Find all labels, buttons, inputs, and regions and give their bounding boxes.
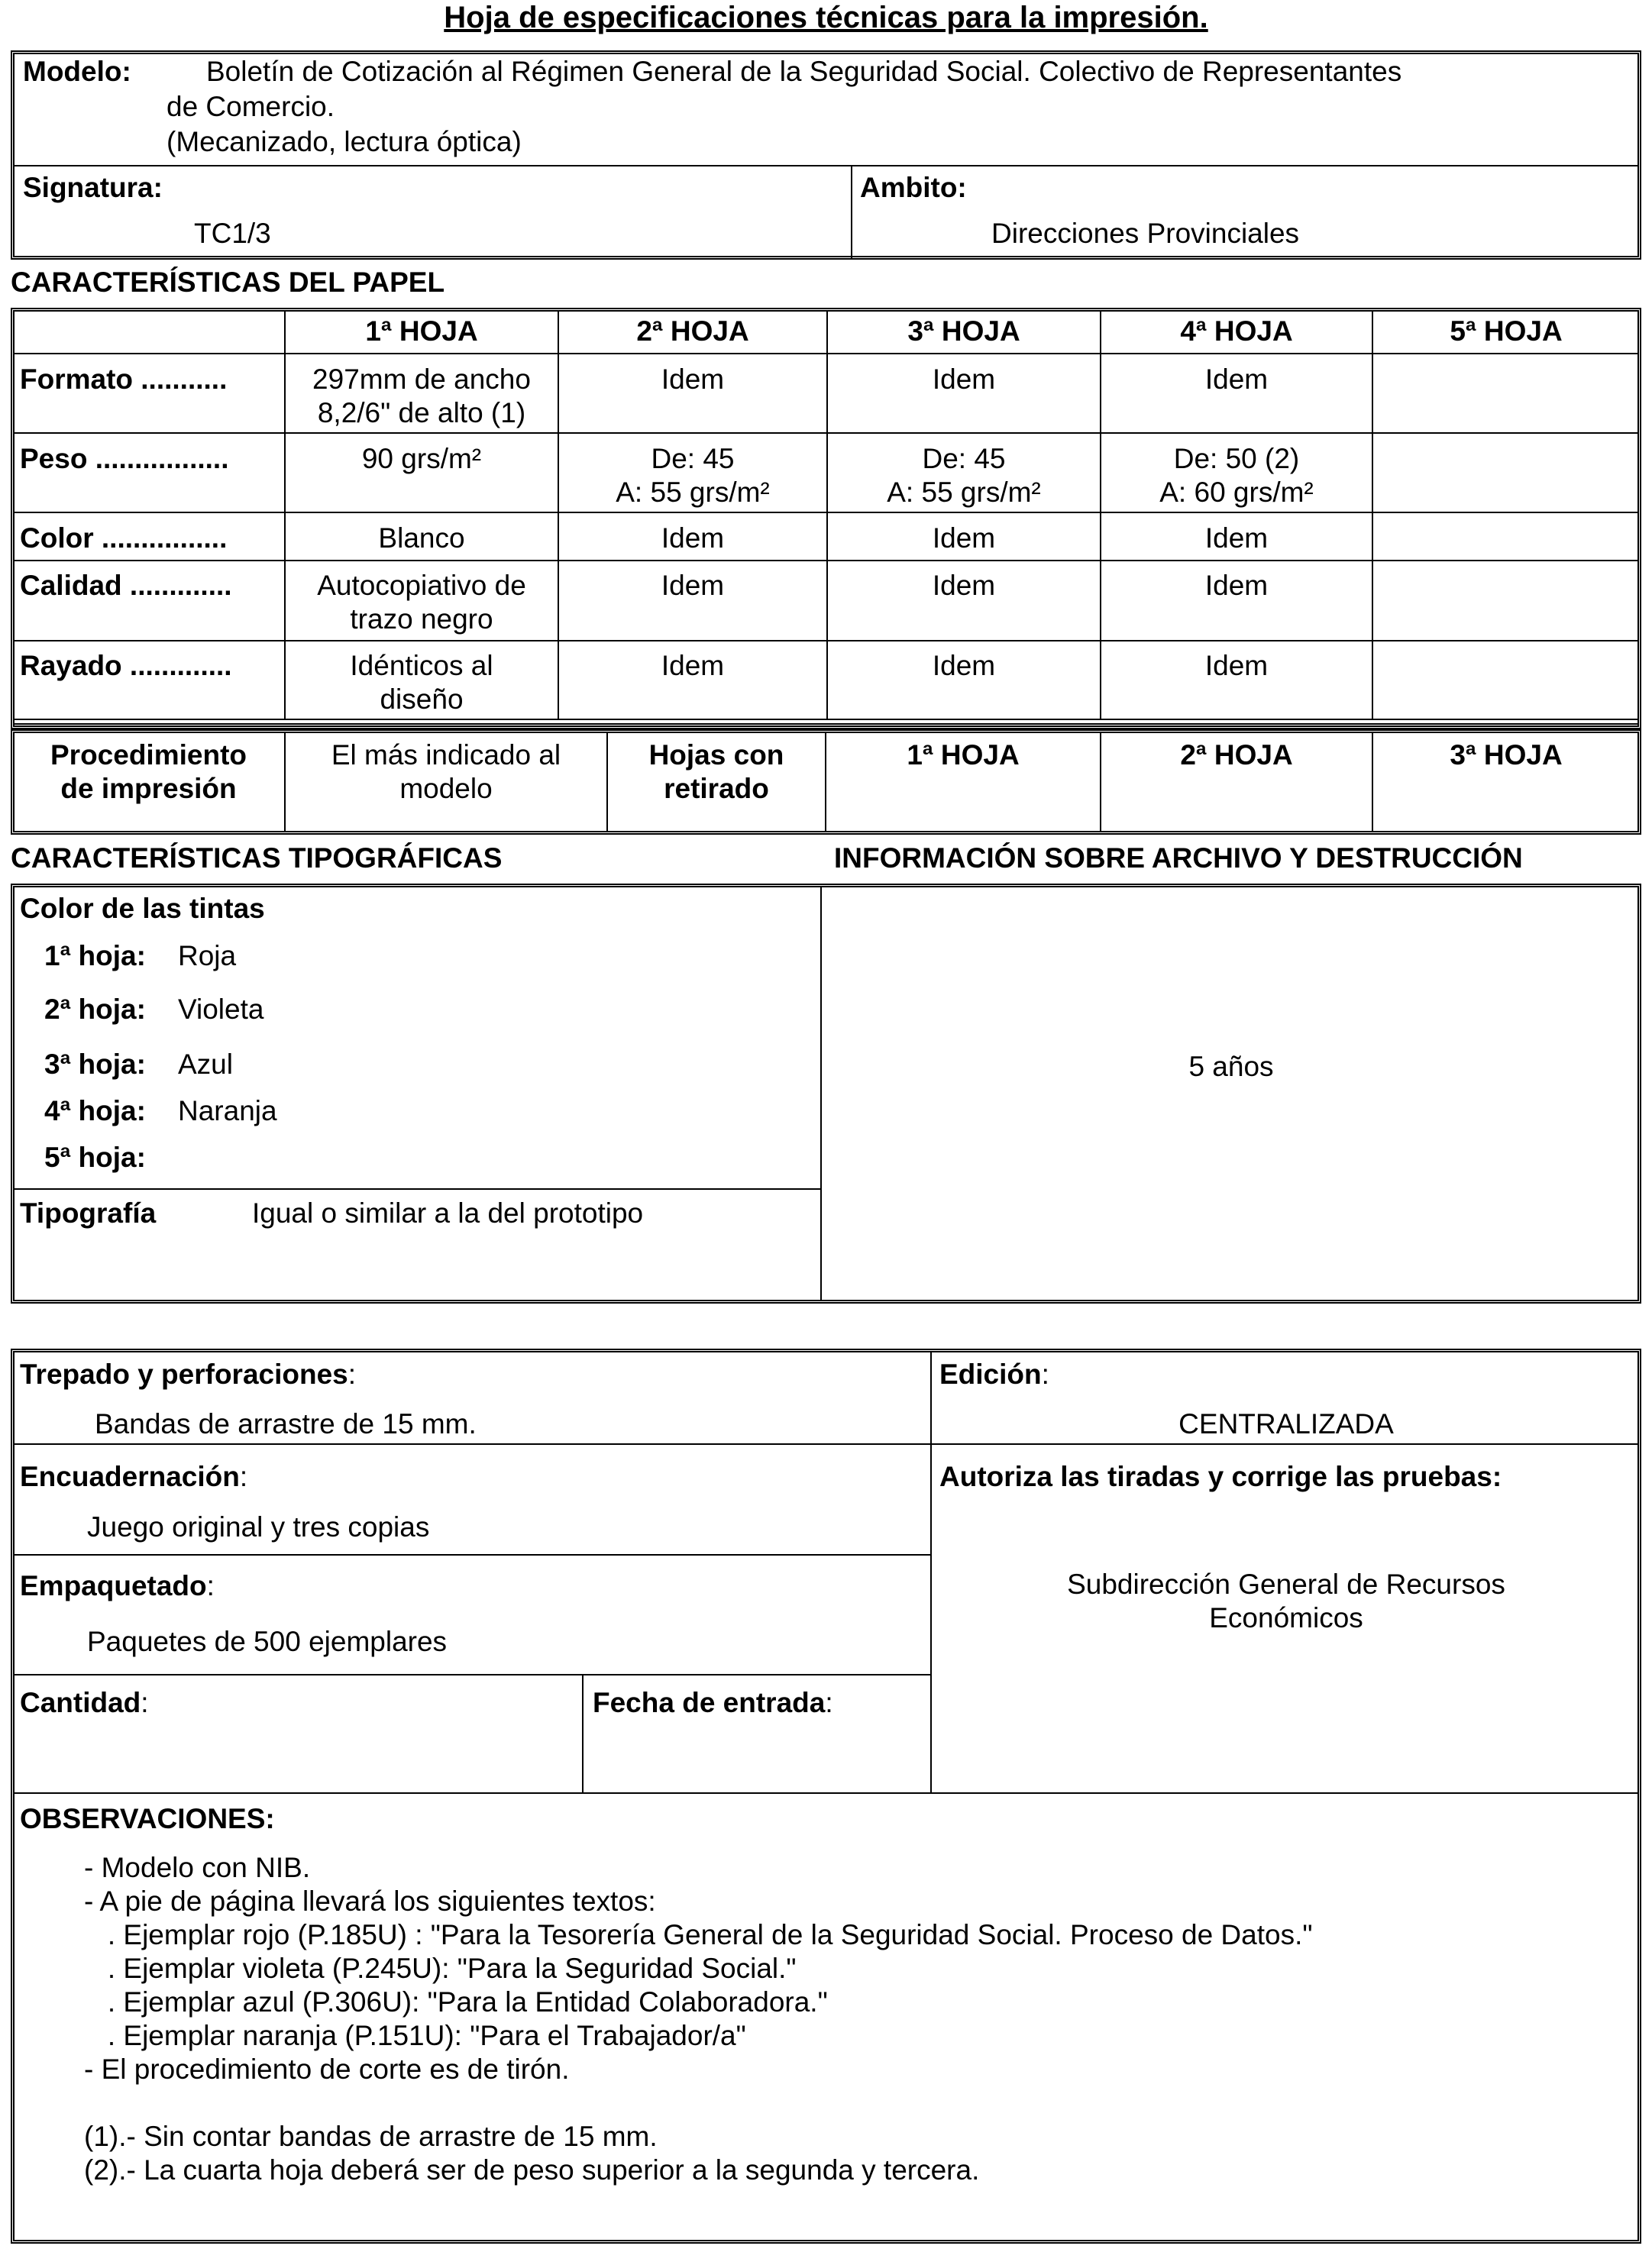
observaciones-line: - Modelo con NIB. [84, 1852, 311, 1883]
edicion-label: Edición: [939, 1359, 1049, 1390]
ambito-value: Direcciones Provinciales [991, 218, 1300, 249]
table-cell: Idem [661, 522, 725, 554]
typography-box [11, 884, 1641, 1304]
empaquetado-label: Empaquetado: [20, 1570, 215, 1601]
encuadernacion-label-text: Encuadernación [20, 1461, 240, 1492]
ink-value: Roja [178, 940, 237, 971]
cantidad-label: Cantidad: [20, 1687, 149, 1718]
ink-label: 5ª hoja: [44, 1142, 146, 1173]
autoriza-value: Subdirección General de Recursos Económicos [1067, 1569, 1505, 1633]
encuadernacion-label: Encuadernación: [20, 1461, 248, 1492]
retirado-col: 1ª HOJA [907, 739, 1020, 771]
observaciones-line: - El procedimiento de corte es de tirón. [84, 2054, 570, 2085]
trepado-value: Bandas de arrastre de 15 mm. [95, 1408, 477, 1440]
observaciones-line: - A pie de página llevará los siguientes textos: [84, 1885, 656, 1917]
table-cell: De: 45 A: 55 grs/m² [887, 443, 1041, 508]
archive-value: 5 años [1188, 1051, 1274, 1082]
observaciones-line: (2).- La cuarta hoja deberá ser de peso superior a la segunda y tercera. [84, 2154, 980, 2186]
table-cell: Idem [932, 650, 996, 681]
table-cell: Idem [932, 364, 996, 395]
table-cell: 297mm de ancho 8,2/6" de alto (1) [312, 364, 531, 428]
table-cell: Idem [1204, 364, 1269, 395]
row-label-formato: Formato ........... [20, 364, 228, 395]
observaciones-line: . Ejemplar rojo (P.185U) : "Para la Tesorería General de la Seguridad Social. Proceso de Datos." [84, 1919, 1313, 1950]
trepado-label: Trepado y perforaciones: [20, 1359, 357, 1390]
table-cell: Autocopiativo de trazo negro [317, 570, 526, 635]
fecha-label: Fecha de entrada: [593, 1687, 833, 1718]
table-cell: Blanco [378, 522, 465, 554]
modelo-line2: de Comercio. [166, 91, 335, 122]
table-cell: De: 45 A: 55 grs/m² [616, 443, 770, 508]
ink-value: Naranja [178, 1095, 277, 1126]
table-cell: Idem [661, 570, 725, 601]
table-cell: Idem [932, 522, 996, 554]
autoriza-label: Autoriza las tiradas y corrige las pruebas: [939, 1461, 1502, 1492]
row-label-peso: Peso ................. [20, 443, 229, 474]
table-cell: De: 50 (2) A: 60 grs/m² [1159, 443, 1314, 508]
table-cell: Idem [661, 364, 725, 395]
ink-label: 1ª hoja: [44, 940, 146, 971]
retirado-col: 3ª HOJA [1450, 739, 1563, 771]
procedimiento-value: El más indicado al modelo [331, 739, 561, 804]
signatura-value: TC1/3 [194, 218, 271, 249]
paper-section-title: CARACTERÍSTICAS DEL PAPEL [11, 267, 445, 298]
ink-value: Azul [178, 1049, 233, 1080]
col-header: 4ª HOJA [1180, 315, 1293, 347]
trepado-label-text: Trepado y perforaciones [20, 1359, 348, 1390]
empaquetado-value: Paquetes de 500 ejemplares [87, 1626, 448, 1657]
empaquetado-label-text: Empaquetado [20, 1570, 207, 1601]
retirado-col: 2ª HOJA [1180, 739, 1293, 771]
table-cell: Idem [1204, 522, 1269, 554]
col-header: 2ª HOJA [636, 315, 749, 347]
edicion-label-text: Edición [939, 1359, 1042, 1390]
ink-value: Violeta [178, 994, 264, 1025]
table-cell: Idem [1204, 570, 1269, 601]
observaciones-line: (1).- Sin contar bandas de arrastre de 15 mm. [84, 2121, 658, 2152]
fecha-label-text: Fecha de entrada [593, 1687, 826, 1718]
typography-section-title: CARACTERÍSTICAS TIPOGRÁFICAS [11, 842, 503, 874]
col-header: 3ª HOJA [907, 315, 1020, 347]
table-cell: Idem [661, 650, 725, 681]
table-cell: Idénticos al diseño [350, 650, 493, 715]
modelo-line1: Boletín de Cotización al Régimen General de la Seguridad Social. Colectivo de Representantes [206, 56, 1402, 87]
row-label-rayado: Rayado ............. [20, 650, 232, 681]
ink-label: 3ª hoja: [44, 1049, 146, 1080]
observaciones-label: OBSERVACIONES: [20, 1803, 275, 1834]
ink-label: 4ª hoja: [44, 1095, 146, 1126]
observaciones-line: . Ejemplar naranja (P.151U): "Para el Trabajador/a" [84, 2020, 746, 2051]
signatura-label: Signatura: [23, 172, 163, 203]
ambito-label: Ambito: [860, 172, 967, 203]
retirado-label: Hojas con retirado [648, 739, 784, 804]
encuadernacion-value: Juego original y tres copias [87, 1511, 430, 1543]
inks-label: Color de las tintas [20, 893, 265, 924]
row-label-calidad: Calidad ............. [20, 570, 232, 601]
observaciones-line: . Ejemplar violeta (P.245U): "Para la Seguridad Social." [84, 1953, 797, 1984]
tipografia-value: Igual o similar a la del prototipo [252, 1197, 644, 1229]
archive-section-title: INFORMACIÓN SOBRE ARCHIVO Y DESTRUCCIÓN [834, 842, 1523, 874]
observaciones-line: . Ejemplar azul (P.306U): "Para la Entidad Colaboradora." [84, 1986, 828, 2018]
tipografia-label: Tipografía [20, 1197, 157, 1229]
table-cell: Idem [1204, 650, 1269, 681]
table-cell: 90 grs/m² [361, 443, 482, 474]
cantidad-label-text: Cantidad [20, 1687, 141, 1718]
edicion-value: CENTRALIZADA [1178, 1408, 1394, 1440]
page-title: Hoja de especificaciones técnicas para la impresión. [444, 1, 1208, 34]
procedimiento-label: Procedimiento de impresión [50, 739, 247, 804]
ink-label: 2ª hoja: [44, 994, 146, 1025]
modelo-line3: (Mecanizado, lectura óptica) [166, 126, 522, 157]
modelo-label: Modelo: [23, 56, 131, 87]
col-header: 1ª HOJA [365, 315, 478, 347]
table-cell: Idem [932, 570, 996, 601]
col-header: 5ª HOJA [1450, 315, 1563, 347]
row-label-color: Color ................ [20, 522, 228, 554]
